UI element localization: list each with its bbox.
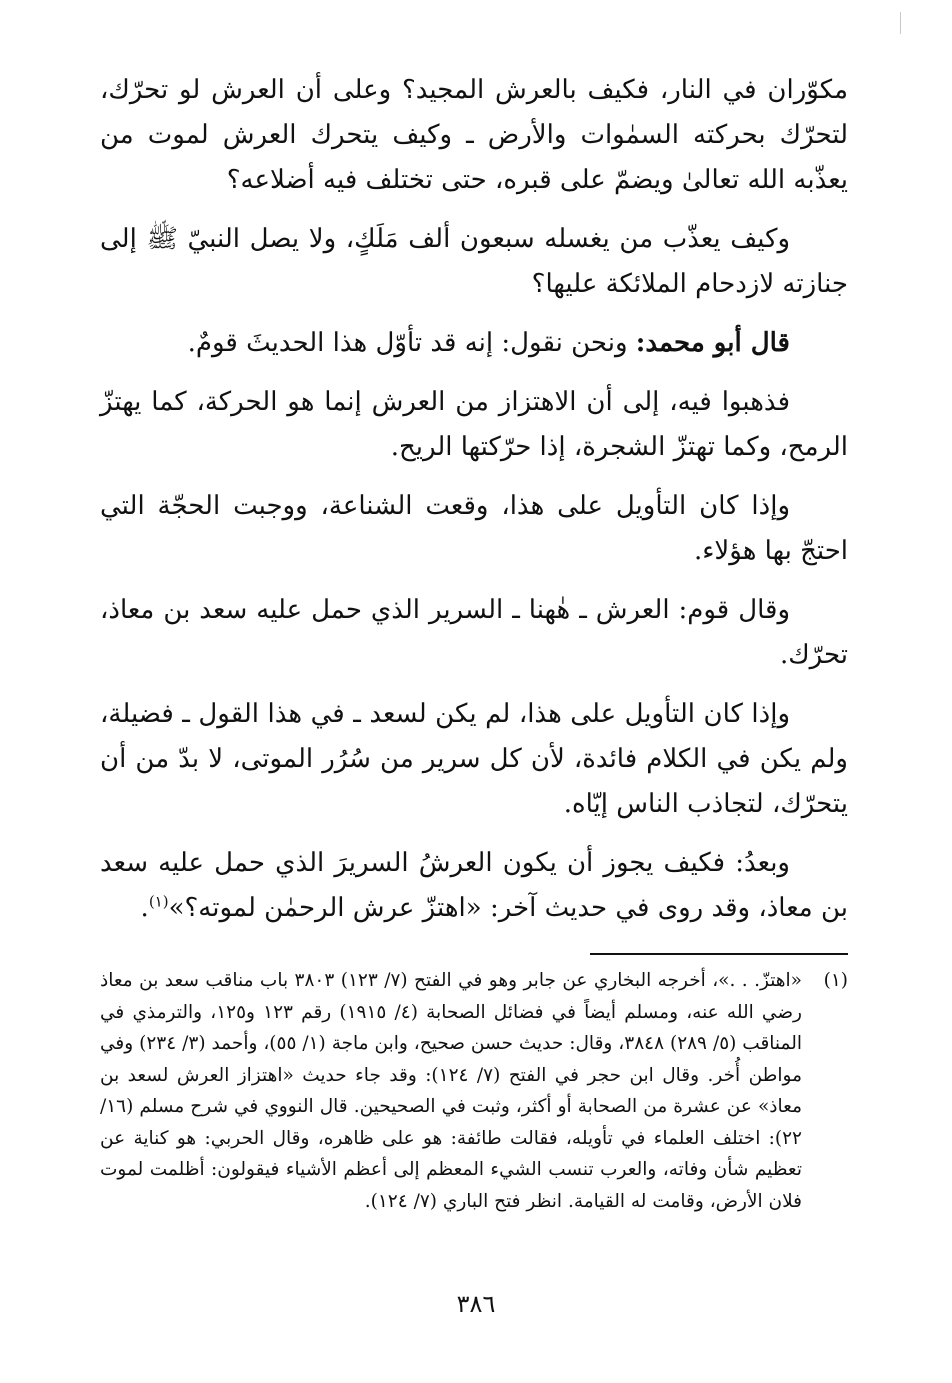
paragraph-1: مكوّران في النار، فكيف بالعرش المجيد؟ وعلى أن العرش لو تحرّك، لتحرّك بحركته السمٰوات والأرض ـ وكيف يتحرك العرش لموت من يعذّبه الله تعالىٰ ويضمّ على قبره، حتى تختلف فيه أضلاعه؟ [100, 75, 848, 195]
page-number: ٣٨٦ [456, 1290, 496, 1318]
footnote-number: (١) [823, 970, 848, 991]
paragraph-4: فذهبوا فيه، إلى أن الاهتزاز من العرش إنما هو الحركة، كما يهتزّ الرمح، وكما تهتزّ الشجرة، إذا حرّكتها الريح. [100, 387, 848, 462]
paragraph-8 [100, 841, 848, 931]
paragraph-3 [100, 321, 848, 366]
paragraph-5: وإذا كان التأويل على هذا، وقعت الشناعة، ووجبت الحجّة التي احتجّ بها هؤلاء. [100, 491, 848, 566]
scan-edge-mark [900, 12, 911, 34]
footnote-text: «اهتزّ. . .»، أخرجه البخاري عن جابر وهو في الفتح (٧/ ١٢٣) ٣٨٠٣ باب مناقب سعد بن معاذ رضي الله عنه، ومسلم أيضاً في فضائل الصحابة (٤/ ١٩١٥) رقم ١٢٣ و١٢٥، والترمذي في المناقب (٥/ ٢٨٩) ٣٨٤٨، وقال: حديث حسن صحيح، وابن ماجة (١/ ٥٥)، وأحمد (٣/ ٢٣٤) وفي مواطن أُخر. وقال ابن حجر في الفتح (٧/ ١٢٤): وقد جاء حديث «اهتزاز العرش لسعد بن معاذ» عن عشرة من الصحابة أو أكثر، وثبت في الصحيحين. قال النووي في شرح مسلم (١٦/ ٢٢): اختلف العلماء في تأويله، فقالت طائفة: هو على ظاهره، وقال الحربي: هو كناية عن تعظيم شأن وفاته، والعرب تنسب الشيء المعظم إلى أعظم الأشياء فيقولون: أظلمت لموت فلان الأرض، وقامت له القيامة. انظر فتح الباري (٧/ ١٢٤). [100, 970, 802, 1212]
footnote-separator-wrap [100, 953, 848, 955]
book-page [100, 68, 848, 1217]
paragraph-8-end: . [140, 893, 149, 923]
paragraph-2: وكيف يعذّب من يغسله سبعون ألف مَلَكٍ، ولا يصل النبيّ ﷺ إلى جنازته لازدحام الملائكة عليها؟ [100, 224, 848, 299]
footnote-separator [590, 953, 848, 955]
paragraph-6: وقال قوم: العرش ـ هٰهنا ـ السرير الذي حمل عليه سعد بن معاذ، تحرّك. [100, 595, 848, 670]
footnote-reference[interactable]: (١) [148, 892, 169, 911]
footnote [100, 965, 848, 1217]
paragraph-3-text: ونحن نقول: إنه قد تأوّل هذا الحديثَ قومٌ. [187, 328, 636, 358]
paragraph-7: وإذا كان التأويل على هذا، لم يكن لسعد ـ في هذا القول ـ فضيلة، ولم يكن في الكلام فائدة، لأن كل سرير من سُرُر الموتى، لا بدّ من أن يتحرّك، لتجاذب الناس إيّاه. [100, 699, 848, 819]
paragraph-8-text: وبعدُ: فكيف يجوز أن يكون العرشُ السريرَ الذي حمل عليه سعد بن معاذ، وقد روى في حديث آخر: «اهتزّ عرش الرحمٰن لموته؟» [100, 848, 848, 923]
speaker-label: قال أبو محمد: [635, 328, 790, 358]
